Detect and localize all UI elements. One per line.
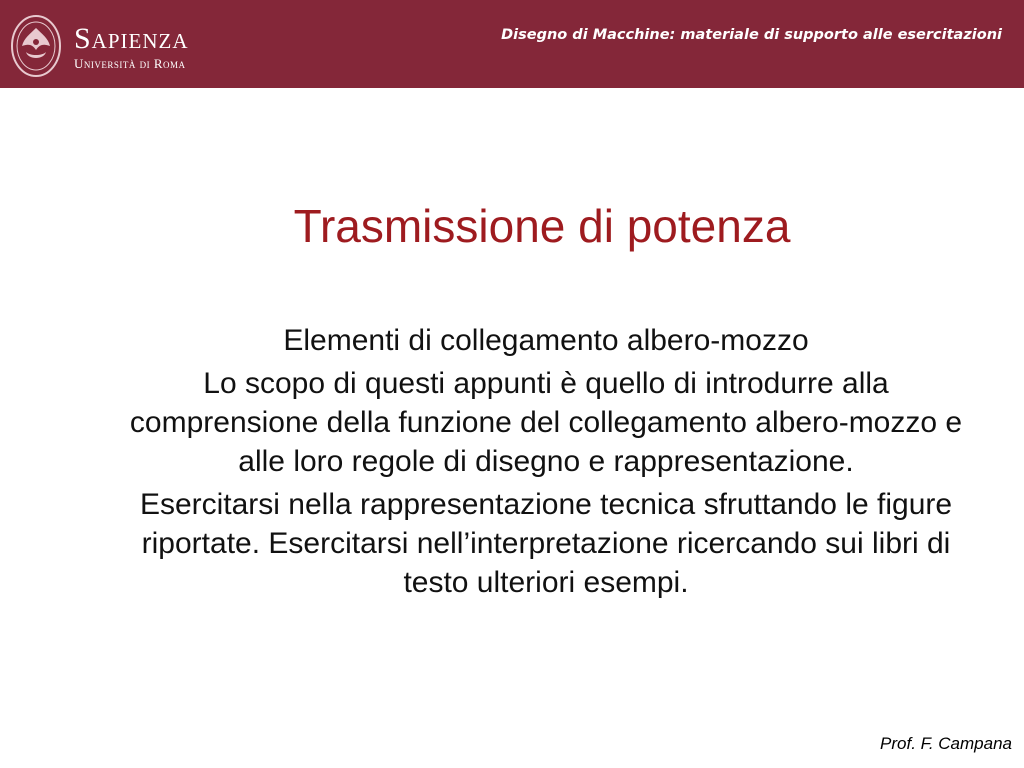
slide-title: Trasmissione di potenza [293, 200, 791, 252]
header-bar [0, 0, 1024, 88]
body-paragraph: Esercitarsi nella rappresentazione tecnica sfruttando le figure riportate. Esercitarsi nell’interpretazione ricercando sui libri di testo ulteriori esempi. [139, 488, 953, 599]
university-seal-icon [10, 14, 62, 78]
body-paragraph: Elementi di collegamento albero-mozzo [283, 324, 809, 357]
logo-brand: Sapienza [74, 22, 189, 55]
university-logo [10, 14, 200, 78]
logo-subtitle: Università di Roma [74, 56, 186, 71]
author-footer: Prof. F. Campana [880, 734, 1012, 753]
logo-wordmark [74, 24, 189, 72]
course-title: Disegno di Macchine: materiale di supporto alle esercitazioni [501, 27, 1002, 43]
body-paragraph: Lo scopo di questi appunti è quello di introdurre alla comprensione della funzione del collegamento albero-mozzo e alle loro regole di disegno e rappresentazione. [129, 367, 963, 478]
slide-body [120, 321, 972, 602]
